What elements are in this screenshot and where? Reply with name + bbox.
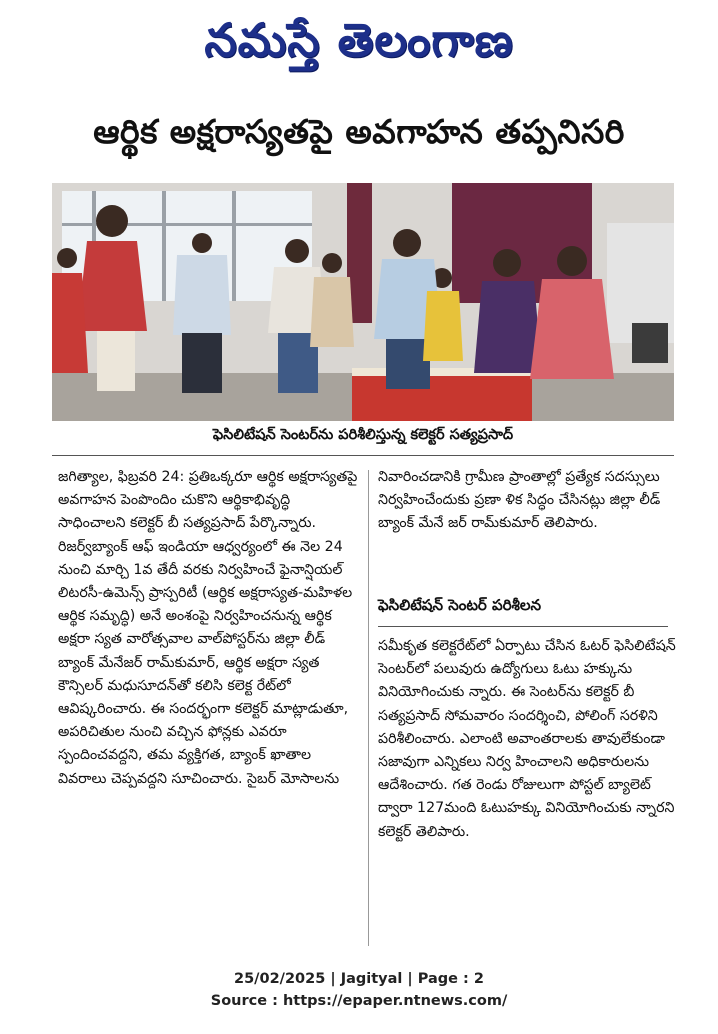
page-footer xyxy=(0,968,718,1012)
article-body-right-column-bottom: సమీకృత కలెక్టరేట్‌లో ఏర్పాటు చేసిన ఓటర్ ఫెసిలిటేషన్ సెంటర్‌లో పలువురు ఉద్యోగులు ఓటు హక్కును వినియోగించుకు న్నారు. ఈ సెంటర్‌ను కలెక్టర్ బీ సత్యప్రసాద్ సోమవారం సందర్శించి, పోలింగ్ సరళిని పరిశీలించారు. ఎలాంటి అవాంతరాలకు తావులేకుండా సజావుగా ఎన్నికలు నిర్వ హించాలని అధికారులను ఆదేశించారు. గత రెండు రోజులుగా పోస్టల్ బ్యాలెట్ ద్వారా 127మంది ఓటుహక్కు వినియోగించుకు న్నారని కలెక్టర్ తెలిపారు. xyxy=(378,638,681,840)
footer-source: Source : https://epaper.ntnews.com/ xyxy=(210,993,508,1009)
subheading-divider xyxy=(378,626,668,627)
article-headline: ఆర్థిక అక్షరాస్యతపై అవగాహన తప్పనిసరి xyxy=(93,112,625,151)
masthead xyxy=(0,0,718,92)
footer-dateline: 25/02/2025 | Jagityal | Page : 2 xyxy=(234,971,484,987)
column-divider xyxy=(368,470,369,946)
article-photo xyxy=(52,183,674,421)
photo-caption: ఫెసిలిటేషన్ సెంటర్‌ను పరిశీలిస్తున్న కలెక్టర్ సత్యప్రసాద్ xyxy=(212,427,514,443)
article-body-left-column: జగిత్యాల, ఫిబ్రవరి 24: ప్రతిఒక్కరూ ఆర్థిక అక్షరాస్యతపై అవగాహన పెంపొందిం చుకొని ఆర్థికాభివృద్ధి సాధించాలని కలెక్టర్ బీ సత్యప్రసాద్ పేర్కొన్నారు. రిజర్వ్‌బ్యాంక్ ఆఫ్ ఇండియా ఆధ్వర్యంలో ఈ నెల 24 నుంచి మార్చి 1వ తేదీ వరకు నిర్వహించే ఫైనాన్షియల్ లిటరసీ-ఉమెన్స్ ప్రాస్పరిటీ (ఆర్థిక అక్షరాస్యత-మహిళల ఆర్థిక సమృద్ధి) అనే అంశంపై నిర్వహించనున్న ఆర్థిక అక్షరా స్యత వారోత్సవాల వాల్‌పోస్టర్‌ను జిల్లా లీడ్ బ్యాంక్ మేనేజర్ రామ్‌కుమార్, ఆర్థిక అక్షరా స్యత కౌన్సిలర్ మధుసూదన్‌తో కలిసి కలెక్ట రేట్‌లో ఆవిష్కరించారు. ఈ సందర్భంగా కలెక్టర్ మాట్లాడుతూ, అపరిచితుల నుంచి వచ్చిన ఫోన్లకు ఎవరూ స్పందించవద్దని, తమ వ్యక్తిగత, బ్యాంక్ ఖాతాల వివరాలు చెప్పవద్దని సూచించారు. సైబర్ మోసాలను xyxy=(58,469,362,787)
article-body-right-column-top: నివారించడానికి గ్రామీణ ప్రాంతాల్లో ప్రత్యేక సదస్సులు నిర్వహించేందుకు ప్రణా ళిక సిద్ధం చేసినట్లు జిల్లా లీడ్ బ్యాంక్ మేనే జర్ రామ్‌కుమార్ తెలిపారు. xyxy=(378,469,665,532)
article-subheading: ఫెసిలిటేషన్ సెంటర్ పరిశీలన xyxy=(378,596,542,614)
newspaper-logo: నమస్తే తెలంగాణ xyxy=(204,13,514,67)
caption-divider xyxy=(52,455,674,456)
